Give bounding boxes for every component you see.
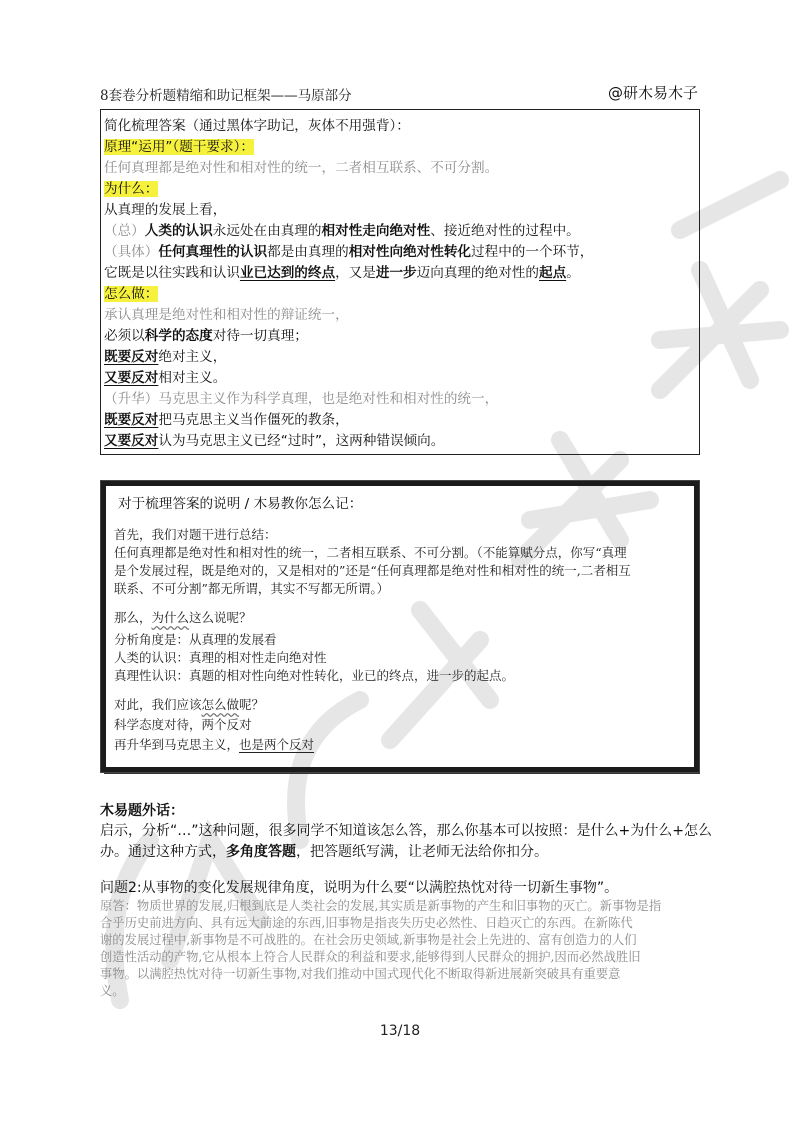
principle-text: 任何真理都是绝对性和相对性的统一，二者相互联系、不可分割。	[104, 160, 499, 176]
how-line-6-b: 把马克思主义当作僵死的教条，	[158, 412, 349, 428]
original-answer-line-4: 创造性活动的产物,它从根本上符合人民群众的利益和要求,能够得到人民群众的拥护,因而必然战胜旧	[100, 950, 641, 964]
tips-line-11-a: 再升华到马克思主义，	[114, 737, 240, 752]
tips-line-9	[114, 696, 264, 714]
extra-p2-a: 办。通过这种方式，	[100, 844, 226, 860]
tips-line-8: 真理性认识：真题的相对性向绝对性转化，业已的终点，进一步的起点。	[114, 668, 515, 683]
why-line-3-prefix: （具体）	[104, 244, 159, 260]
why-line-4-e: 迈向真理的绝对性的	[416, 265, 539, 281]
original-answer-line-3: 谢的发展过程中,新事物是不可战胜的。在社会历史领域,新事物是社会上先进的、富有创造力的人们	[100, 933, 637, 947]
how-line-5-text: 马克思主义作为科学真理，也是绝对性和相对性的统一，	[158, 391, 499, 407]
how-line-4-a: 又要反对	[104, 370, 159, 386]
how-label-line	[104, 285, 158, 303]
box1-intro: 简化梳理答案（通过黑体字助记，灰体不用强背）：	[104, 118, 410, 134]
extra-p2-c: ，把答题纸写满，让老师无法给你扣分。	[296, 844, 548, 860]
tips-line-2: 任何真理都是绝对性和相对性的统一，二者相互联系、不可分割。（不能算赋分点，你写“真理	[114, 545, 627, 560]
why-line-4-d: 进一步	[375, 265, 417, 281]
why-line-2-b: 永远处在由真理的	[212, 223, 322, 239]
tips-line-11	[114, 736, 314, 754]
why-line-2	[104, 222, 580, 240]
how-line-6-a: 既要反对	[104, 412, 159, 428]
why-line-2-d: 、接近绝对性的过程中。	[430, 223, 580, 239]
why-line-2-a: 人类的认识	[144, 223, 213, 239]
original-answer-line-2: 合乎历史前进方向、具有远大前途的东西,旧事物是指丧失历史必然性、日趋灭亡的东西。在新陈代	[100, 916, 633, 930]
how-line-4	[104, 369, 226, 387]
extra-title: 木易题外话：	[100, 803, 184, 819]
how-line-5	[104, 390, 498, 408]
why-line-3-d: 过程中的一个环节，	[471, 244, 594, 260]
how-line-2	[104, 327, 308, 345]
how-line-5-prefix: （升华）	[104, 391, 159, 407]
tips-line-5-a: 那么，	[114, 610, 152, 625]
how-label: 怎么做：	[104, 286, 159, 302]
why-label-line	[104, 180, 158, 198]
how-line-7-a: 又要反对	[104, 433, 159, 449]
why-line-3-a: 任何真理性的认识	[158, 244, 268, 260]
tips-line-5-b: 为什么	[151, 610, 190, 625]
extra-paragraph-2	[100, 841, 548, 861]
tips-line-5	[114, 609, 252, 627]
extra-paragraph-1: 启示，分析“…”这种问题，很多同学不知道该怎么答，那么你基本可以按照：是什么+为什么+怎么	[100, 823, 712, 839]
tips-line-9-b: 怎么做	[201, 697, 240, 712]
how-line-3-b: 绝对主义，	[158, 349, 227, 365]
header-title: 8套卷分析题精缩和助记框架——马原部分	[100, 88, 352, 104]
tips-line-9-a: 对此，我们应该	[114, 697, 202, 712]
tips-line-10: 科学态度对待，两个反对	[114, 717, 252, 732]
why-line-4-g: 。	[566, 265, 580, 281]
why-line-3	[104, 243, 593, 261]
tips-line-1: 首先，我们对题干进行总结：	[114, 527, 277, 542]
why-label: 为什么：	[104, 181, 159, 197]
tips-line-3: 是个发展过程，既是绝对的，又是相对的”还是“任何真理都是绝对性和相对性的统一,二者相互	[114, 563, 631, 578]
extra-p2-b: 多角度答题	[226, 844, 296, 860]
original-answer-line-1: 原答：物质世界的发展,归根到底是人类社会的发展,其实质是新事物的产生和旧事物的灭亡。新事物是指	[100, 899, 662, 913]
how-line-2-b: 科学的态度	[144, 328, 213, 344]
why-line-4-b: 业已达到的终点	[239, 265, 336, 281]
how-line-2-c: 对待一切真理；	[212, 328, 308, 344]
principle-label-line	[104, 138, 254, 156]
why-line-4-f: 起点	[539, 265, 567, 281]
why-line-4-a: 它既是以往实践和认识	[104, 265, 240, 281]
why-line-3-b: 都是由真理的	[267, 244, 349, 260]
tips-line-9-c: 呢？	[239, 697, 265, 712]
original-answer-line-6: 义。	[100, 984, 125, 998]
how-line-7-b: 认为马克思主义已经“过时”，这两种错误倾向。	[158, 433, 445, 449]
how-line-7	[104, 432, 444, 450]
question-2-title: 问题2:从事物的变化发展规律角度，说明为什么要“以满腔热忱对待一切新生事物”。	[100, 880, 619, 896]
original-answer-line-5: 事物。以满腔热忱对待一切新生事物,对我们推动中国式现代化不断取得新进展新突破具有重要意	[100, 967, 621, 981]
memory-tips-title: 对于梳理答案的说明 / 木易教你怎么记：	[118, 496, 363, 512]
how-line-3-a: 既要反对	[104, 349, 159, 365]
tips-line-7: 人类的认识：真理的相对性走向绝对性	[114, 650, 327, 665]
header-author: @研木易木子	[607, 84, 698, 102]
how-line-6	[104, 411, 349, 429]
how-line-1: 承认真理是绝对性和相对性的辩证统一，	[104, 307, 349, 323]
tips-line-4: 联系、不可分割”都无所谓，其实不写都无所谓。）	[114, 581, 390, 596]
tips-line-11-b: 也是两个反对	[239, 737, 315, 752]
why-line-4-c: ，又是	[335, 265, 376, 281]
principle-label: 原理“运用”（题干要求）：	[104, 139, 255, 155]
how-line-3	[104, 348, 226, 366]
why-line-4	[104, 264, 580, 282]
tips-line-6: 分析角度是：从真理的发展看	[114, 632, 277, 647]
why-line-3-c: 相对性向绝对性转化	[348, 244, 472, 260]
tips-line-5-c: 这么说呢？	[189, 610, 252, 625]
why-line-2-prefix: （总）	[104, 223, 145, 239]
how-line-2-a: 必须以	[104, 328, 145, 344]
page-number: 13/18	[379, 1023, 421, 1039]
how-line-4-b: 相对主义。	[158, 370, 227, 386]
why-line-2-c: 相对性走向绝对性	[321, 223, 431, 239]
why-line-1: 从真理的发展上看，	[104, 202, 227, 218]
